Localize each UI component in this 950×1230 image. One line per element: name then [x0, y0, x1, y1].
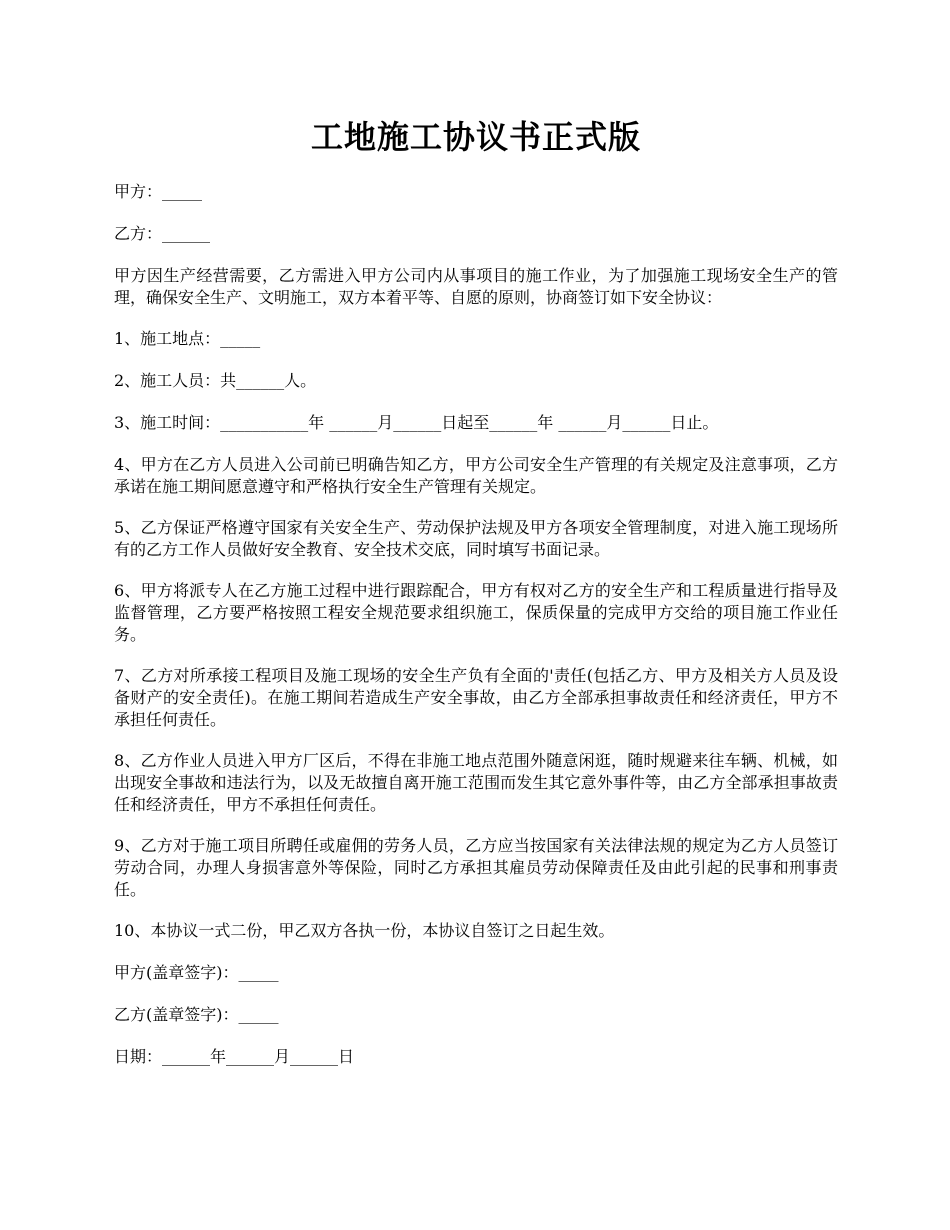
signing-date: 日期：______年______月______日	[114, 1047, 355, 1066]
document-body	[114, 181, 838, 1068]
clause-6: 6、甲方将派专人在乙方施工过程中进行跟踪配合，甲方有权对乙方的安全生产和工程质量进行指导及监督管理，乙方要严格按照工程安全规范要求组织施工，保质保量的完成甲方交给的项目施工作业任务。	[114, 581, 838, 644]
signature-party-a: 甲方(盖章签字)：_____	[114, 963, 279, 982]
party-a-line: 甲方：_____	[114, 182, 203, 201]
clause-10: 10、本协议一式二份，甲乙双方各执一份，本协议自签订之日起生效。	[114, 921, 615, 940]
party-b-line: 乙方：______	[114, 224, 211, 243]
document-title: 工地施工协议书正式版	[310, 118, 641, 156]
clause-3: 3、施工时间：___________年 ______月______日起至______年 ______月______日止。	[114, 413, 719, 432]
clause-5: 5、乙方保证严格遵守国家有关安全生产、劳动保护法规及甲方各项安全管理制度，对进入施工现场所有的乙方工作人员做好安全教育、安全技术交底，同时填写书面记录。	[114, 518, 838, 559]
clause-2: 2、施工人员：共______人。	[114, 371, 317, 390]
clause-4: 4、甲方在乙方人员进入公司前已明确告知乙方，甲方公司安全生产管理的有关规定及注意事项，乙方承诺在施工期间愿意遵守和严格执行安全生产管理有关规定。	[114, 455, 838, 496]
signature-party-b: 乙方(盖章签字)：_____	[114, 1005, 279, 1024]
clause-7: 7、乙方对所承接工程项目及施工现场的安全生产负有全面的'责任(包括乙方、甲方及相关方人员及设备财产的安全责任)。在施工期间若造成生产安全事故，由乙方全部承担事故责任和经济责任，甲方不承担任何责任。	[114, 666, 838, 729]
clause-9: 9、乙方对于施工项目所聘任或雇佣的劳务人员，乙方应当按国家有关法律法规的规定为乙方人员签订劳动合同，办理人身损害意外等保险，同时乙方承担其雇员劳动保障责任及由此引起的民事和刑事责任。	[114, 836, 838, 899]
intro-paragraph: 甲方因生产经营需要，乙方需进入甲方公司内从事项目的施工作业，为了加强施工现场安全生产的管理，确保安全生产、文明施工，双方本着平等、自愿的原则，协商签订如下安全协议：	[114, 266, 838, 307]
clause-8: 8、乙方作业人员进入甲方厂区后，不得在非施工地点范围外随意闲逛，随时规避来往车辆、机械，如出现安全事故和违法行为，以及无故擅自离开施工范围而发生其它意外事件等，由乙方全部承担事故责任和经济责任，甲方不承担任何责任。	[114, 751, 838, 814]
clause-1: 1、施工地点：_____	[114, 329, 261, 348]
